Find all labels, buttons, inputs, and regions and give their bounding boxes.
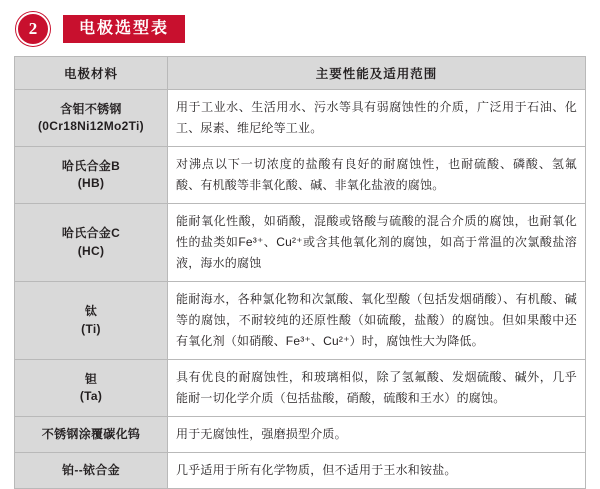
cell-material: 哈氏合金B (HB) (15, 147, 168, 204)
cell-description: 对沸点以下一切浓度的盐酸有良好的耐腐蚀性，也耐硫酸、磷酸、氢氟酸、有机酸等非氧化酸、碱、非氧化盐液的腐蚀。 (168, 147, 586, 204)
table-row (15, 417, 586, 453)
page-title: 电极选型表 (63, 15, 185, 44)
table-row (15, 282, 586, 360)
cell-material: 铂--铱合金 (15, 453, 168, 489)
table-row (15, 360, 586, 417)
cell-material: 不锈钢涂覆碳化钨 (15, 417, 168, 453)
cell-description: 几乎适用于所有化学物质，但不适用于王水和铵盐。 (168, 453, 586, 489)
cell-material: 钽 (Ta) (15, 360, 168, 417)
cell-material: 哈氏合金C (HC) (15, 204, 168, 282)
cell-description: 用于无腐蚀性，强磨损型介质。 (168, 417, 586, 453)
table-row (15, 453, 586, 489)
cell-description: 用于工业水、生活用水、污水等具有弱腐蚀性的介质，广泛用于石油、化工、尿素、维尼纶等工业。 (168, 90, 586, 147)
cell-material: 钛 (Ti) (15, 282, 168, 360)
table-header-row (15, 57, 586, 90)
cell-description: 能耐氧化性酸，如硝酸，混酸或铬酸与硫酸的混合介质的腐蚀，也耐氧化性的盐类如Fe³⁺、Cu²⁺或含其他氧化剂的腐蚀，如高于常温的次氯酸盐溶液，海水的腐蚀 (168, 204, 586, 282)
table-row (15, 204, 586, 282)
cell-description: 能耐海水，各种氯化物和次氯酸、氧化型酸（包括发烟硝酸）、有机酸、碱等的腐蚀，不耐较纯的还原性酸（如硫酸，盐酸）的腐蚀。但如果酸中还有氧化剂（如硝酸、Fe³⁺、Cu²⁺）时，腐蚀性大为降低。 (168, 282, 586, 360)
table-row (15, 90, 586, 147)
column-header-description: 主要性能及适用范围 (168, 57, 586, 90)
electrode-selection-table (14, 56, 586, 489)
table-row (15, 147, 586, 204)
cell-material: 含钼不锈钢 (0Cr18Ni12Mo2Ti) (15, 90, 168, 147)
cell-description: 具有优良的耐腐蚀性，和玻璃相似，除了氢氟酸、发烟硫酸、碱外，几乎能耐一切化学介质（包括盐酸，硝酸，硫酸和王水）的腐蚀。 (168, 360, 586, 417)
table-header (15, 57, 586, 90)
section-header (14, 10, 586, 48)
column-header-material: 电极材料 (15, 57, 168, 90)
section-number-badge: 2 (16, 12, 50, 46)
table-body (15, 90, 586, 489)
